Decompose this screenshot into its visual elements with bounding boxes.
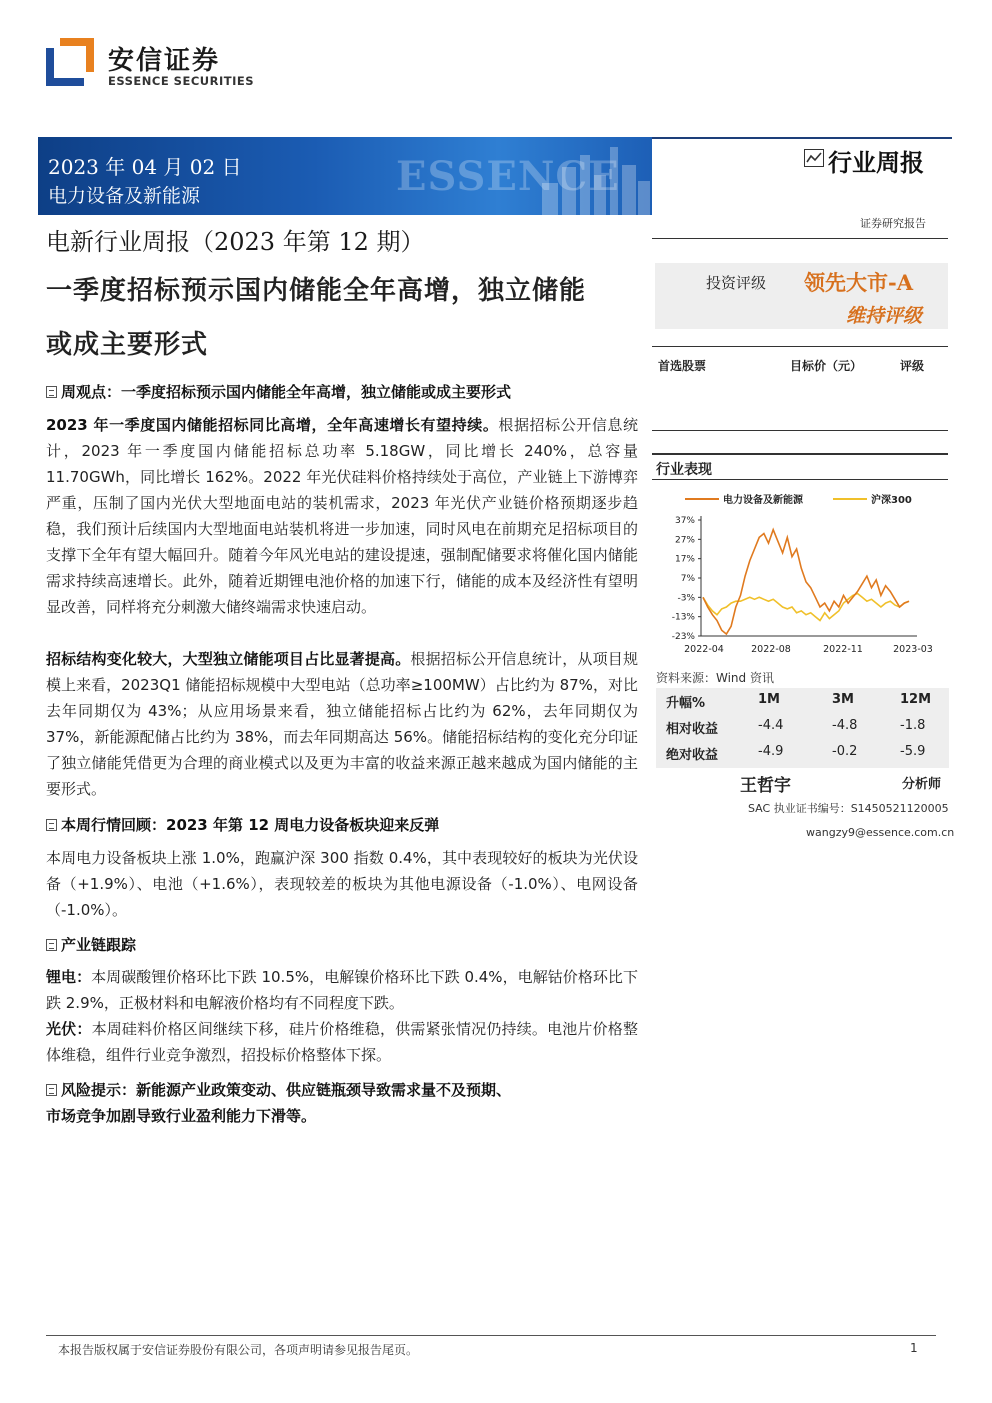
divider	[652, 479, 948, 480]
y-tick-label: 37%	[674, 516, 695, 526]
report-date: 2023 年 04 月 02 日	[48, 155, 242, 179]
report-subtitle: 证券研究报告	[860, 217, 926, 230]
table-header: 升幅%	[666, 696, 706, 711]
banner-watermark: ESSENCE	[396, 153, 620, 200]
analyst-sac: SAC 执业证书编号：S1450521120005	[748, 802, 949, 815]
table-cell: -4.8	[832, 718, 858, 733]
legend-label: 电力设备及新能源	[723, 495, 803, 506]
x-tick-label: 2022-04	[684, 644, 724, 655]
legend-label: 沪深300	[871, 495, 912, 506]
header-banner	[38, 137, 652, 215]
y-tick-label: -23%	[671, 632, 695, 642]
y-tick-label: -13%	[671, 612, 695, 623]
company-logo-icon	[46, 38, 94, 86]
section-weekly-view: 周观点：一季度招标预示国内储能全年高增，独立储能或成主要形式	[46, 381, 511, 402]
x-tick-label: 2022-11	[823, 644, 863, 655]
y-tick-label: 27%	[674, 535, 695, 546]
section-chain-tracking: 产业链跟踪	[46, 934, 136, 955]
section-bullet-icon	[46, 819, 57, 831]
analyst-name: 王哲宇	[740, 776, 791, 796]
page-number: 1	[910, 1341, 918, 1355]
paragraph-lithium: 锂电：本周碳酸锂价格环比下跌 10.5%，电解镍价格环比下跌 0.4%，电解钴价格环比下跌 2.9%，正极材料和电解液价格均有不同程度下跌。	[46, 968, 638, 1012]
footer-disclaimer: 本报告版权属于安信证券股份有限公司，各项声明请参见报告尾页。	[58, 1343, 419, 1357]
section-bullet-icon	[46, 939, 57, 951]
table-row-label: 相对收益	[666, 722, 719, 737]
divider	[652, 346, 948, 347]
table-header: 1M	[758, 692, 780, 707]
report-type: 行业周报	[828, 148, 924, 177]
section-bullet-icon	[46, 1084, 57, 1096]
paragraph-storage-tender: 2023 年一季度国内储能招标同比高增，全年高速增长有望持续。根据招标公开信息统计，2023 年一季度国内储能招标总功率 5.18GW，同比增长 240%，总容量 11.70GWh，同比增长 162%。2022 年光伏硅料价格持续处于高位，产业链上下游博弈严重，压制了国内光伏大型地面电站的装机需求，2023 年光伏产业链价格预期逐步趋稳，我们预计后续国内大型地面电站装机将进一步加速，同时风电在前期充足招标项目的支撑下全年有望大幅回升。随着今年风光电站的建设提速，强制配储要求将催化国内储能需求持续高速增长。此外，随着近期锂电池价格的加速下行，储能的成本及经济性有望明显改善，同样将充分刺激大储终端需求快速启动。	[46, 416, 638, 616]
divider	[652, 430, 948, 431]
x-tick-label: 2022-08	[751, 644, 791, 655]
company-name-cn: 安信证券	[108, 46, 221, 76]
table-cell: -1.8	[900, 718, 926, 733]
section-market-review: 本周行情回顾：2023 年第 12 周电力设备板块迎来反弹	[46, 814, 439, 835]
performance-chart	[655, 486, 947, 658]
stock-header: 首选股票	[658, 359, 707, 373]
report-title: 电新行业周报（2023 年第 12 期）	[46, 228, 425, 256]
company-name-en: ESSENCE SECURITIES	[108, 74, 254, 88]
table-header: 12M	[900, 692, 932, 707]
table-cell: -5.9	[900, 744, 926, 759]
paragraph-pv: 光伏：本周硅料价格区间继续下移，硅片价格维稳，供需紧张情况仍持续。电池片价格整体维稳，组件行业竞争激烈，招投标价格整体下探。	[46, 1020, 638, 1064]
performance-label: 行业表现	[656, 462, 712, 478]
table-cell: -4.9	[758, 744, 784, 759]
report-headline: 一季度招标预示国内储能全年高增，独立储能	[46, 276, 587, 306]
table-cell: -4.4	[758, 718, 784, 733]
analyst-email[interactable]: wangzy9@essence.com.cn	[806, 826, 955, 839]
report-sector: 电力设备及新能源	[48, 185, 201, 207]
footer-rule	[46, 1335, 936, 1336]
table-row-label: 绝对收益	[666, 748, 719, 763]
chart-source: 资料来源：Wind 资讯	[656, 671, 774, 685]
analyst-title: 分析师	[902, 777, 942, 792]
section-risk: 风险提示：新能源产业政策变动、供应链瓶颈导致需求量不及预期、	[46, 1079, 511, 1100]
section-bullet-icon	[46, 386, 57, 398]
chart-icon	[804, 149, 824, 167]
y-tick-label: 7%	[680, 574, 695, 584]
rating-value: 领先大市-A	[804, 270, 914, 295]
header-rule	[652, 137, 952, 139]
report-headline-cont: 或成主要形式	[46, 330, 209, 360]
risk-line-2: 市场竞争加剧导致行业盈利能力下滑等。	[46, 1107, 317, 1125]
paragraph-tender-structure: 招标结构变化较大，大型独立储能项目占比显著提高。根据招标公开信息统计，从项目规模上来看，2023Q1 储能招标规模中大型电站（总功率≥100MW）占比约为 87%，对比去年同期仅为 43%；从应用场景来看，独立储能招标占比约为 62%，去年同期仅为 37%，新能源配储占比约为 38%，而去年同期高达 56%。储能招标结构的变化充分印证了独立储能凭借更为合理的商业模式以及更为丰富的收益来源正越来越成为国内储能的主要形式。	[46, 650, 638, 798]
divider	[652, 238, 948, 239]
target-price-header: 目标价（元）	[790, 359, 863, 373]
paragraph-market: 本周电力设备板块上涨 1.0%，跑赢沪深 300 指数 0.4%，其中表现较好的板块为光伏设备（+1.9%）、电池（+1.6%），表现较差的板块为其他电源设备（-1.0%）、电网设备（-1.0%）。	[46, 849, 638, 919]
rating-maintain: 维持评级	[846, 305, 923, 327]
grade-header: 评级	[900, 359, 925, 373]
y-tick-label: -3%	[677, 593, 695, 604]
y-tick-label: 17%	[674, 554, 695, 565]
x-tick-label: 2023-03	[893, 644, 933, 655]
table-cell: -0.2	[832, 744, 858, 759]
table-header: 3M	[832, 692, 854, 707]
divider	[652, 453, 948, 455]
rating-label: 投资评级	[706, 274, 767, 292]
series-line-sector	[703, 530, 909, 634]
